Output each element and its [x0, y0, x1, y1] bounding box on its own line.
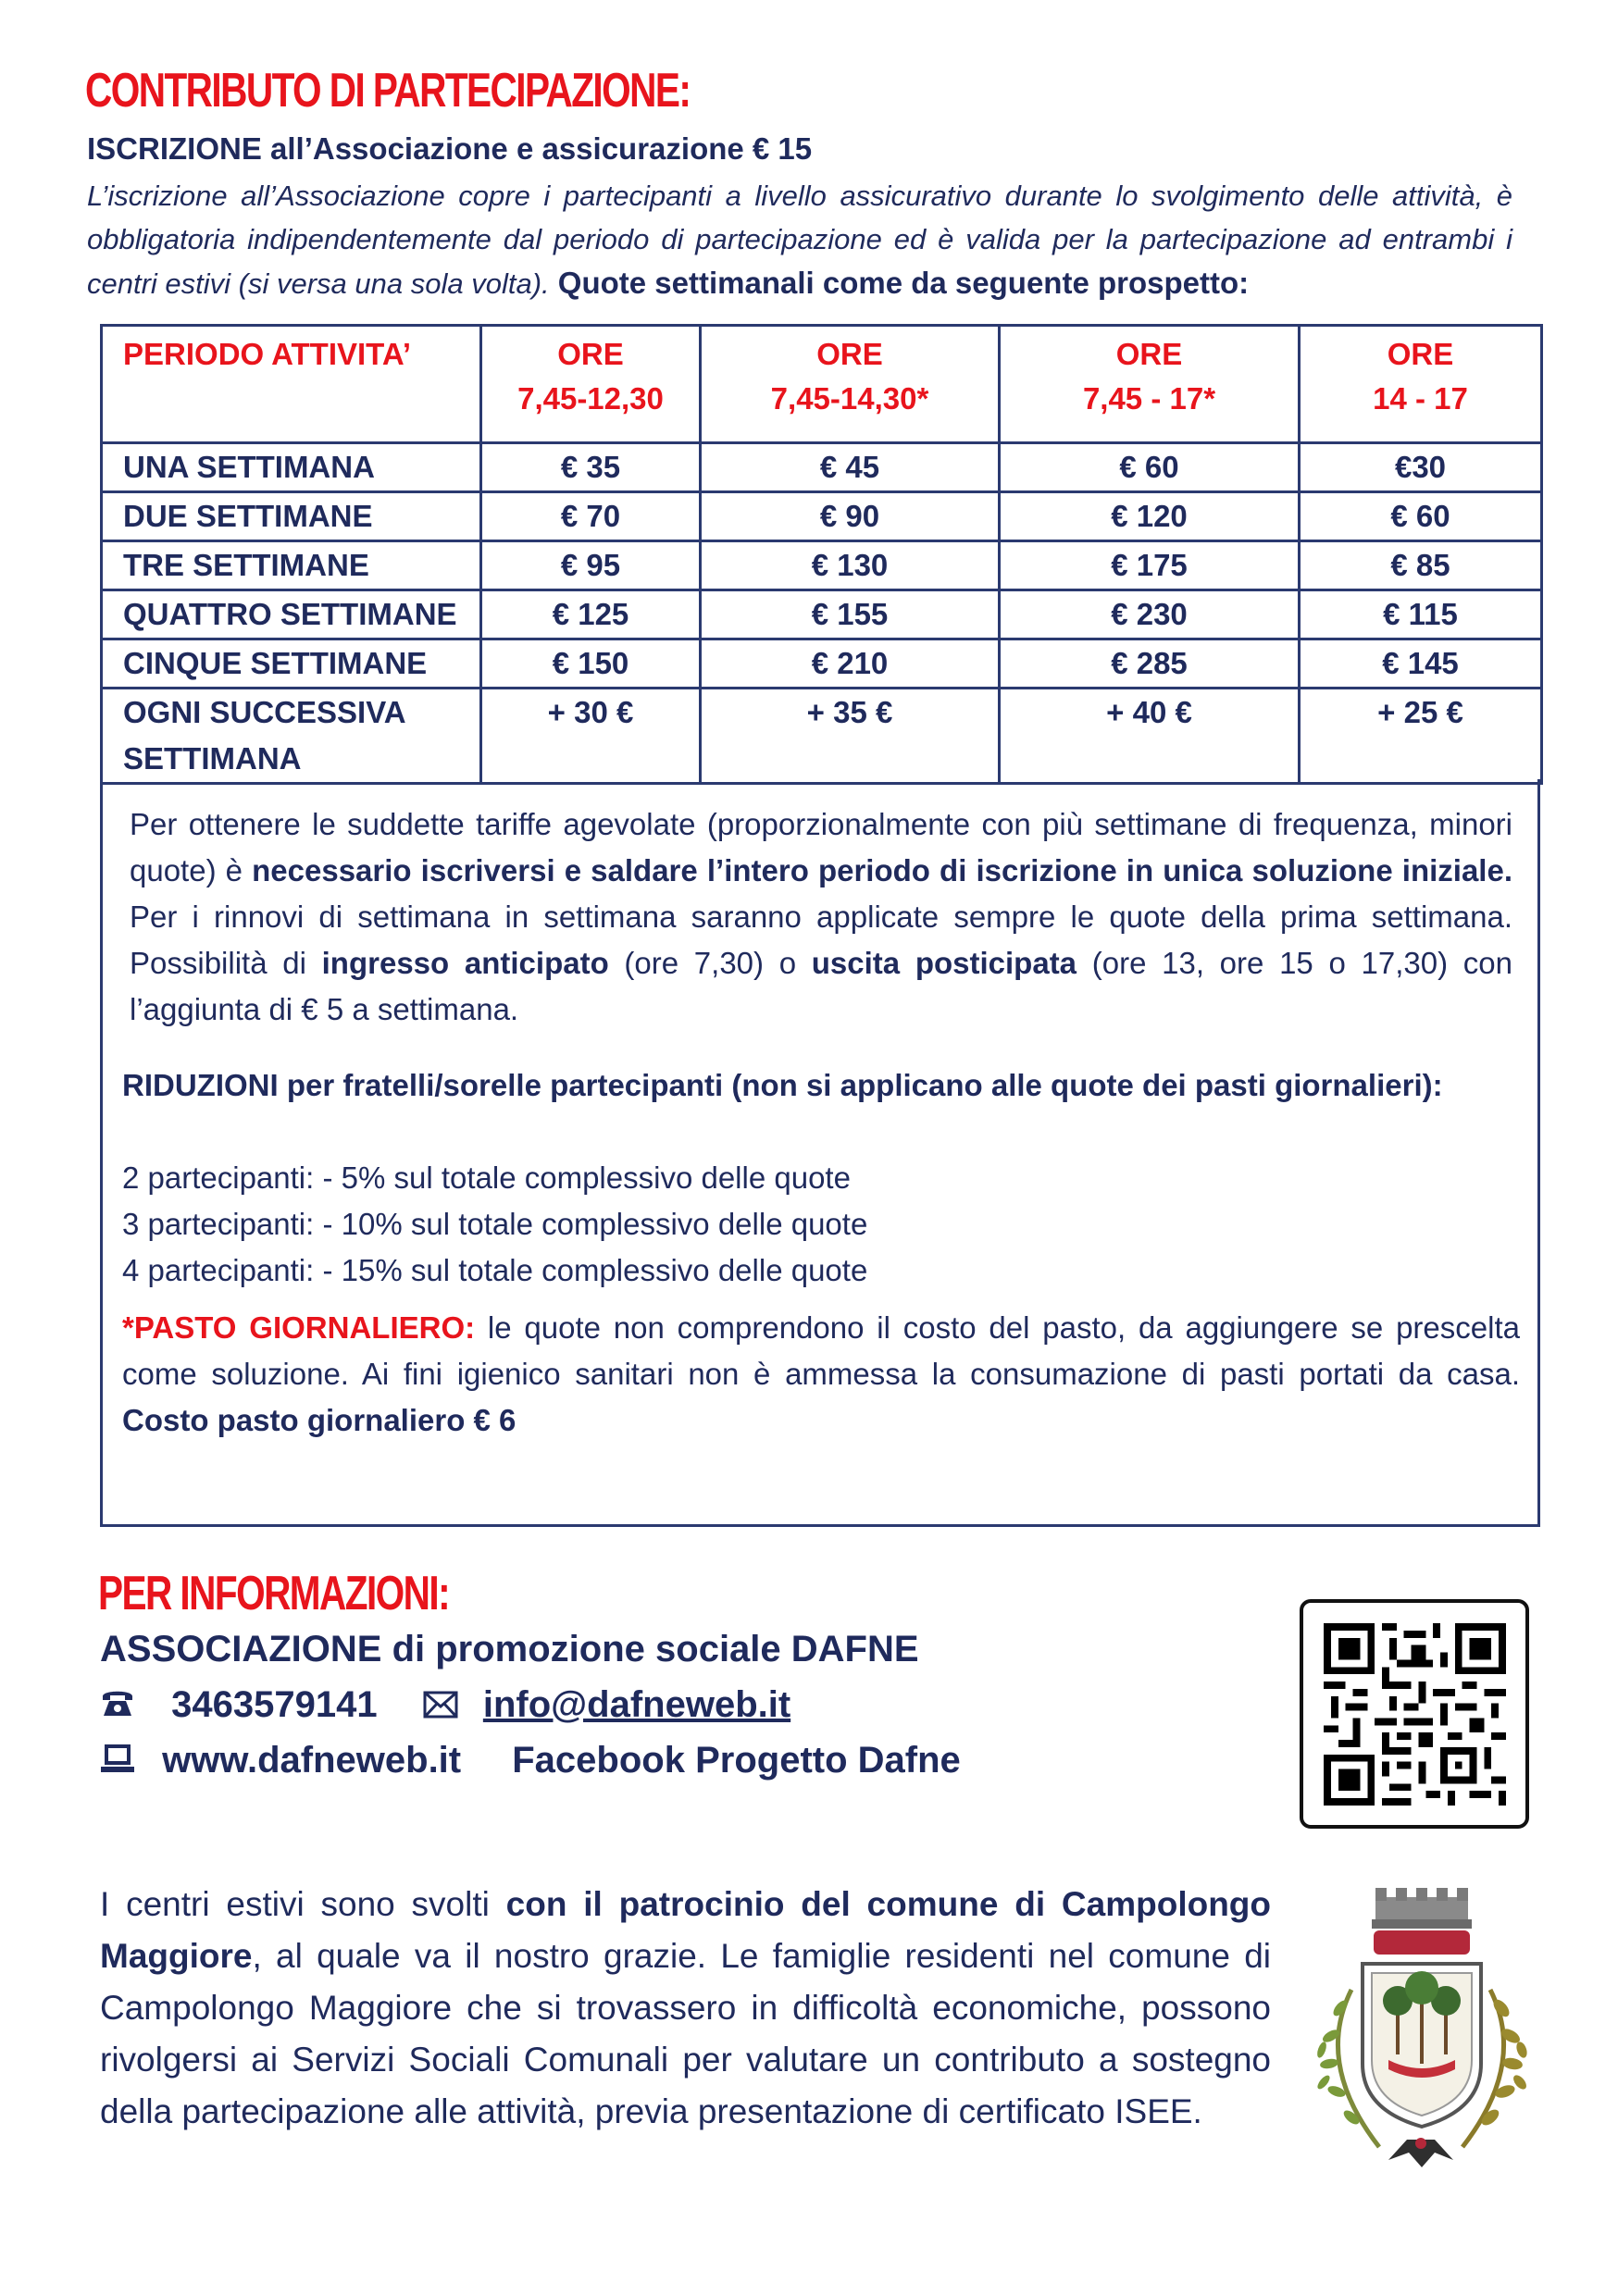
row-label-line1: OGNI SUCCESSIVA	[123, 695, 406, 729]
row-label: DUE SETTIMANE	[102, 492, 481, 541]
table-cell: € 125	[481, 590, 701, 639]
discount-text-e: (ore 7,30) o	[608, 946, 812, 980]
table-row	[102, 492, 1542, 541]
header-col-3-line1: ORE	[1115, 337, 1183, 371]
header-col-2-line2: 7,45-14,30*	[770, 381, 929, 416]
header-col-4-line2: 14 - 17	[1373, 381, 1468, 416]
header-col-3-line2: 7,45 - 17*	[1082, 381, 1216, 416]
registration-intro	[87, 174, 1512, 305]
discount-text-b: necessario iscriversi e saldare l’intero periodo di iscrizione in unica soluzione iniziale.	[252, 853, 1512, 887]
header-period: PERIODO ATTIVITA’	[102, 326, 481, 443]
table-row	[102, 590, 1542, 639]
row-label: UNA SETTIMANA	[102, 443, 481, 492]
row-label-line2: SETTIMANA	[123, 741, 302, 776]
table-cell: € 90	[701, 492, 1000, 541]
patronage-text-2: con il patrocinio del comune di Campolongo Maggiore	[100, 1885, 1271, 1975]
meal-paragraph	[122, 1305, 1520, 1444]
phone-number[interactable]: 3463579141	[171, 1684, 378, 1725]
qr-code[interactable]	[1300, 1599, 1529, 1829]
table-cell: € 155	[701, 590, 1000, 639]
table-cell: + 35 €	[701, 689, 1000, 784]
discount-paragraph	[130, 801, 1512, 1033]
row-label: QUATTRO SETTIMANE	[102, 590, 481, 639]
table-cell: + 40 €	[1000, 689, 1300, 784]
discount-text-d: ingresso anticipato	[321, 946, 609, 980]
table-cell: € 230	[1000, 590, 1300, 639]
row-label: TRE SETTIMANE	[102, 541, 481, 590]
reduction-item: 2 partecipanti: - 5% sul totale complessivo delle quote	[122, 1160, 851, 1195]
reduction-item: 3 partecipanti: - 10% sul totale complessivo delle quote	[122, 1207, 868, 1241]
table-row	[102, 443, 1542, 492]
discount-text-a: Per ottenere le suddette tariffe agevolate (proporzionalmente con più settimane di frequenza, minori quote) è	[130, 807, 1512, 887]
table-row	[102, 541, 1542, 590]
web-line	[100, 1740, 961, 1783]
header-col-3	[1000, 326, 1300, 443]
reduction-item: 4 partecipanti: - 15% sul totale complessivo delle quote	[122, 1253, 868, 1287]
table-cell: € 35	[481, 443, 701, 492]
table-cell: € 85	[1300, 541, 1542, 590]
header-col-1-line2: 7,45-12,30	[517, 381, 664, 416]
facebook-link[interactable]: Facebook Progetto Dafne	[512, 1740, 961, 1781]
table-row	[102, 689, 1542, 784]
row-label	[102, 689, 481, 784]
row-label: CINQUE SETTIMANE	[102, 639, 481, 689]
computer-icon	[100, 1742, 139, 1783]
phone-icon	[100, 1686, 141, 1728]
meal-text: le quote non comprendono il costo del pasto, da aggiungere se prescelta come soluzione. Ai fini igienico sanitari non è ammessa la consumazione di pasti portati da casa.	[122, 1310, 1520, 1391]
discount-text-c: Per i rinnovi di settimana in settimana saranno applicate sempre le quote della prima settimana. Possibilità di	[130, 900, 1512, 980]
intro-bold: Quote settimanali come da seguente prospetto:	[549, 266, 1250, 300]
table-cell: € 130	[701, 541, 1000, 590]
fees-table	[100, 324, 1543, 785]
email-link[interactable]: info@dafneweb.it	[482, 1684, 791, 1725]
meal-cost: Costo pasto giornaliero € 6	[122, 1403, 517, 1437]
header-col-1-line1: ORE	[557, 337, 624, 371]
table-cell: + 30 €	[481, 689, 701, 784]
website-link[interactable]: www.dafneweb.it	[162, 1740, 462, 1781]
header-col-1	[481, 326, 701, 443]
header-col-4	[1300, 326, 1542, 443]
patronage-paragraph	[100, 1879, 1271, 2138]
discount-text-f: uscita posticipata	[811, 946, 1077, 980]
table-cell: € 95	[481, 541, 701, 590]
table-cell: € 210	[701, 639, 1000, 689]
table-cell: € 175	[1000, 541, 1300, 590]
discount-text-g: (ore 13, ore 15 o 17,30) con l’aggiunta di € 5 a settimana.	[130, 946, 1512, 1026]
header-col-2	[701, 326, 1000, 443]
meal-title: *PASTO GIORNALIERO:	[122, 1310, 476, 1345]
contribution-heading: CONTRIBUTO DI PARTECIPAZIONE:	[85, 64, 691, 118]
table-cell: € 60	[1000, 443, 1300, 492]
table-cell: € 70	[481, 492, 701, 541]
header-col-2-line1: ORE	[816, 337, 883, 371]
table-cell: € 145	[1300, 639, 1542, 689]
table-cell: € 120	[1000, 492, 1300, 541]
info-heading: PER INFORMAZIONI:	[98, 1567, 450, 1620]
phone-line	[100, 1684, 790, 1728]
table-cell: + 25 €	[1300, 689, 1542, 784]
coat-of-arms-emblem	[1296, 1879, 1546, 2175]
header-col-4-line1: ORE	[1387, 337, 1454, 371]
table-cell: € 60	[1300, 492, 1542, 541]
reductions-title: RIDUZIONI per fratelli/sorelle partecipanti (non si applicano alle quote dei pasti giornalieri):	[122, 1068, 1443, 1102]
table-cell: € 150	[481, 639, 701, 689]
table-header-row	[102, 326, 1542, 443]
table-cell: €30	[1300, 443, 1542, 492]
envelope-icon	[423, 1686, 464, 1728]
association-name: ASSOCIAZIONE di promozione sociale DAFNE	[100, 1629, 919, 1669]
registration-subtitle: ISCRIZIONE all’Associazione e assicurazione € 15	[87, 131, 813, 166]
table-cell: € 285	[1000, 639, 1300, 689]
table-row	[102, 639, 1542, 689]
table-cell: € 45	[701, 443, 1000, 492]
intro-italic: L’iscrizione all’Associazione copre i partecipanti a livello assicurativo durante lo svolgimento delle attività, è obbligatoria indipendentemente dal periodo di partecipazione ed è valida per la partecipazione ad entrambi i centri estivi (si versa una sola volta).	[87, 180, 1512, 300]
patronage-text-1: I centri estivi sono svolti	[100, 1885, 506, 1923]
table-cell: € 115	[1300, 590, 1542, 639]
patronage-text-3: , al quale va il nostro grazie. Le famiglie residenti nel comune di Campolongo Maggiore che si trovassero in difficoltà economiche, possono rivolgersi ai Servizi Sociali Comunali per valutare un contributo a sostegno della partecipazione alle attività, previa presentazione di certificato ISEE.	[100, 1937, 1271, 2130]
